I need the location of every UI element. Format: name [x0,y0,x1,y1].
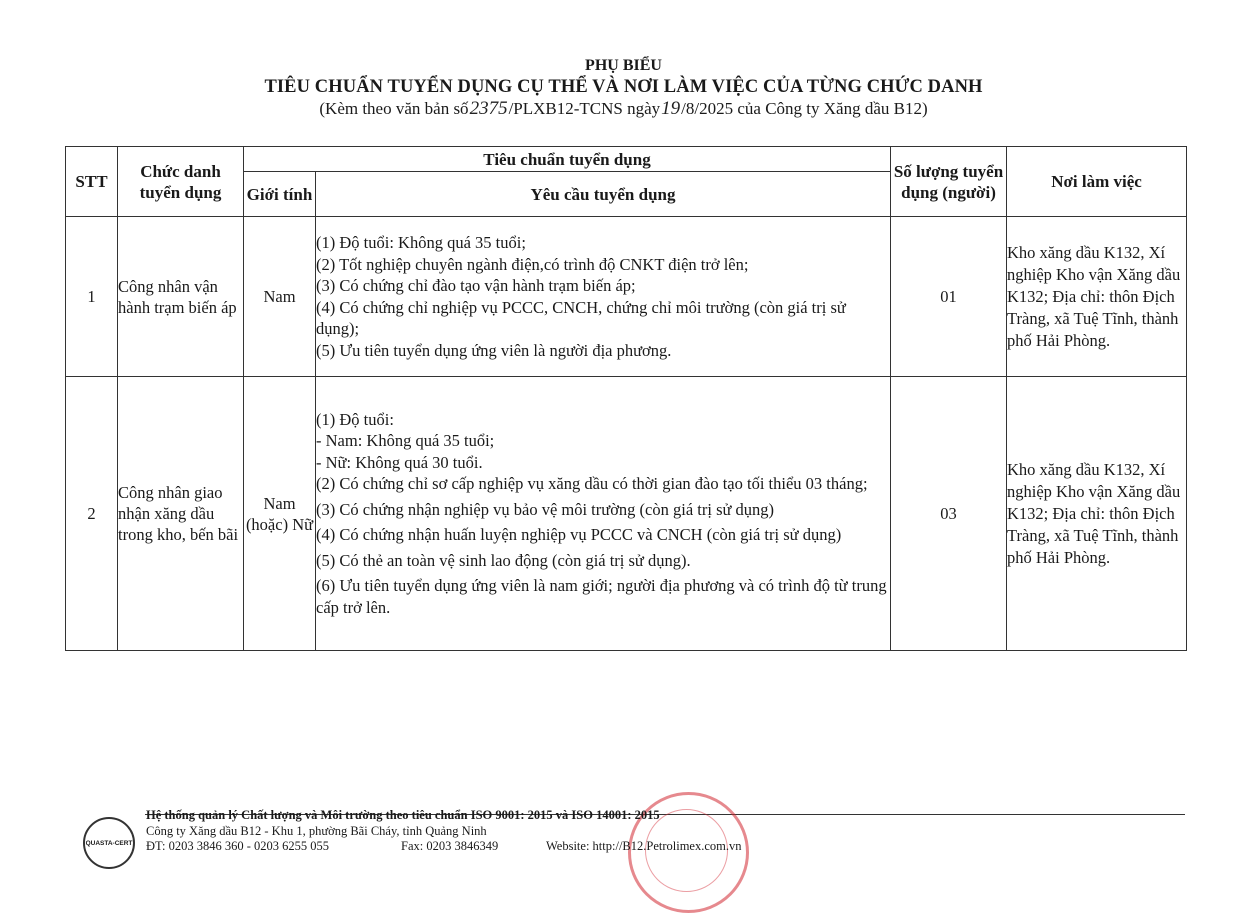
row-stt: 2 [66,377,118,651]
table-row [66,217,1187,377]
footer-address: Công ty Xăng dầu B12 - Khu 1, phường Bãi Cháy, tỉnh Quảng Ninh [146,823,487,838]
row-location: Kho xăng dầu K132, Xí nghiệp Kho vận Xăng dầu K132; Địa chỉ: thôn Địch Tràng, xã Tuệ Tĩnh, thành phố Hải Phòng. [1007,217,1187,377]
row-quantity: 01 [891,217,1007,377]
page-title: PHỤ BIỂU [585,57,662,74]
footer-fax: Fax: 0203 3846349 [401,839,499,853]
document-footer [65,806,1185,866]
header-stt: STT [66,147,118,217]
footer-iso-line: Hệ thống quản lý Chất lượng và Môi trường theo tiêu chuẩn ISO 9001: 2015 và ISO 14001: 2015 [146,808,660,822]
table-row [66,377,1187,651]
header-location: Nơi làm việc [1007,147,1187,217]
document-header [0,56,1247,119]
row-job-title: Công nhân giao nhận xăng dầu trong kho, bến bãi [118,377,244,651]
footer-website: Website: http://B12.Petrolimex.com.vn [546,839,742,853]
row-requirements: (1) Độ tuổi: Không quá 35 tuổi; (2) Tốt nghiệp chuyên ngành điện,có trình độ CNKT điện trở lên; (3) Có chứng chỉ đào tạo vận hành trạm biến áp; (4) Có chứng chỉ nghiệp vụ PCCC, CNCH, chứng chỉ môi trường (còn giá trị sử dụng); (5) Ưu tiên tuyển dụng ứng viên là người địa phương. [316,217,891,377]
handwritten-day: 19 [661,98,681,119]
row-gender: Nam [244,217,316,377]
header-quantity: Số lượng tuyển dụng (người) [891,147,1007,217]
footer-text [146,808,742,855]
header-gender: Giới tính [244,172,316,217]
row-stt: 1 [66,217,118,377]
quasta-cert-logo: QUASTA-CERT [83,817,135,869]
row-job-title: Công nhân vận hành trạm biến áp [118,217,244,377]
page-subtitle: TIÊU CHUẨN TUYỂN DỤNG CỤ THỂ VÀ NƠI LÀM VIỆC CỦA TỪNG CHỨC DANH [264,77,983,97]
row-gender: Nam (hoặc) Nữ [244,377,316,651]
recruitment-table [65,146,1187,651]
footer-contacts [146,839,742,855]
row-requirements: (1) Độ tuổi: - Nam: Không quá 35 tuổi; - Nữ: Không quá 30 tuổi. (2) Có chứng chỉ sơ cấp nghiệp vụ xăng dầu có thời gian đào tạo tối thiểu 03 tháng; (3) Có chứng nhận nghiệp vụ bảo vệ môi trường (còn giá trị sử dụng) (4) Có chứng nhận huấn luyện nghiệp vụ PCCC và CNCH (còn giá trị sử dụng) (5) Có thẻ an toàn vệ sinh lao động (còn giá trị sử dụng). (6) Ưu tiên tuyển dụng ứng viên là nam giới; người địa phương và có trình độ từ trung cấp trở lên. [316,377,891,651]
header-job-title: Chức danh tuyển dụng [118,147,244,217]
header-requirements: Yêu cầu tuyển dụng [316,172,891,217]
footer-phone: ĐT: 0203 3846 360 - 0203 6255 055 [146,839,330,853]
row-quantity: 03 [891,377,1007,651]
reference-line: (Kèm theo văn bản số2375/PLXB12-TCNS ngày19/8/2025 của Công ty Xăng dầu B12) [319,98,928,119]
handwritten-doc-number: 2375 [469,98,508,119]
header-criteria: Tiêu chuẩn tuyển dụng [244,147,891,172]
row-location: Kho xăng dầu K132, Xí nghiệp Kho vận Xăng dầu K132; Địa chỉ: thôn Địch Tràng, xã Tuệ Tĩnh, thành phố Hải Phòng. [1007,377,1187,651]
